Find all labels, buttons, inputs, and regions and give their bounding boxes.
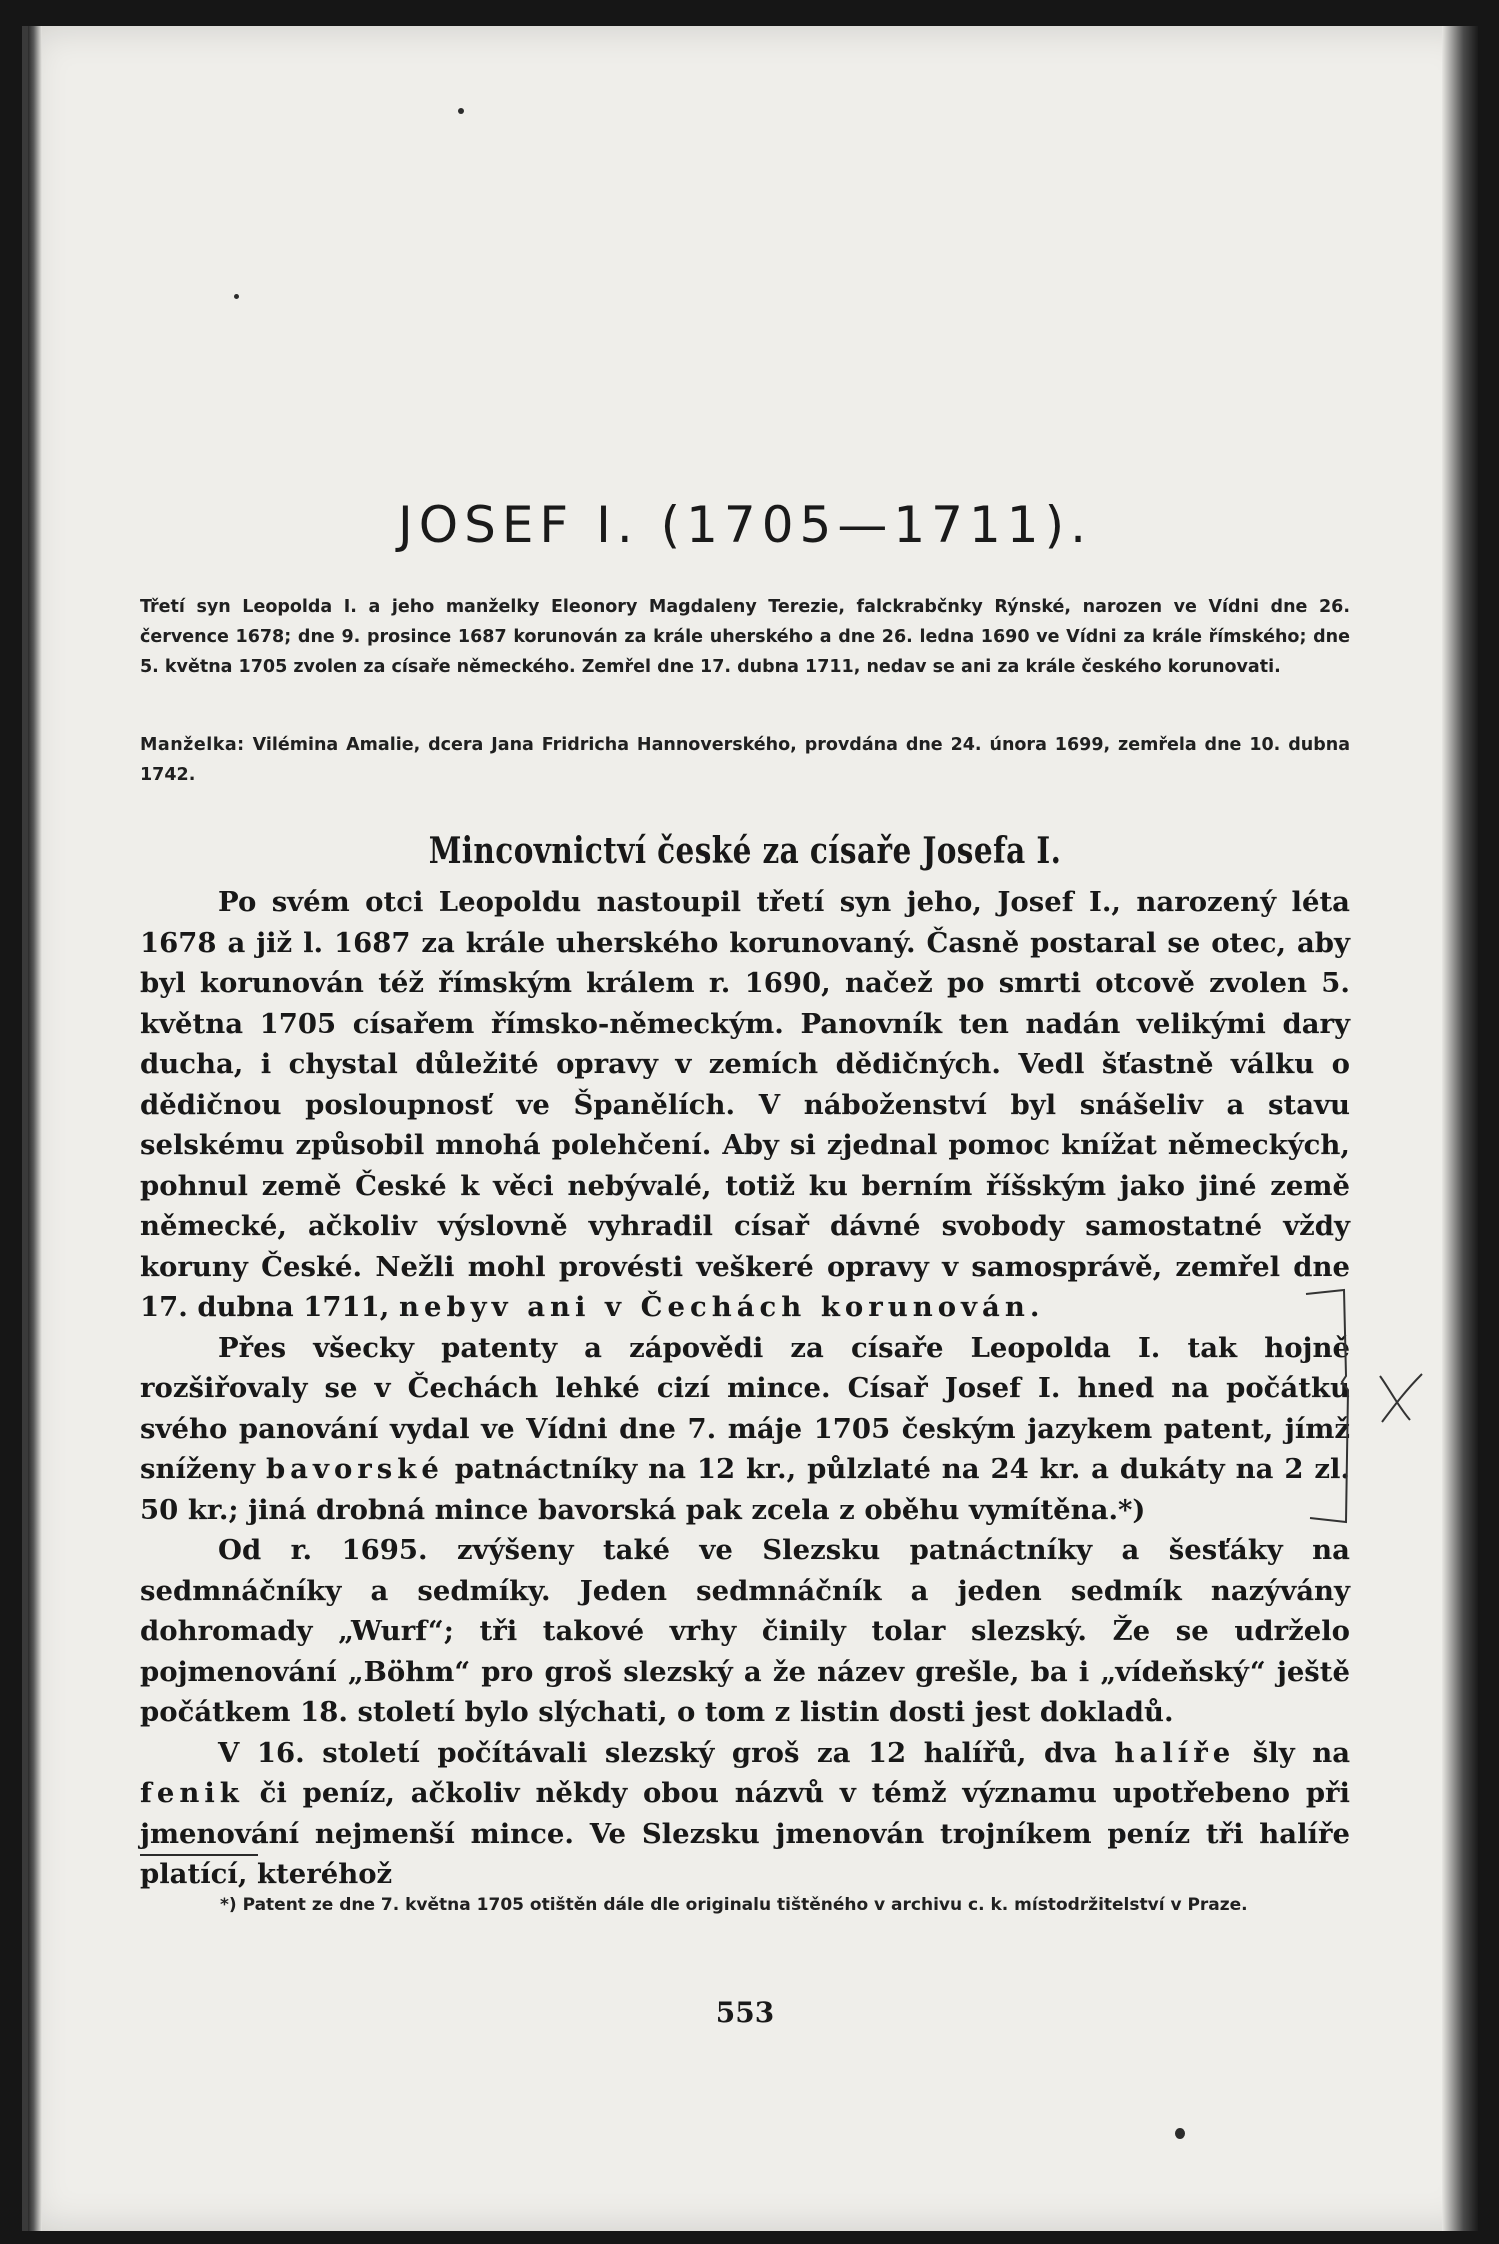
paragraph <box>140 882 1350 1328</box>
dust-speck <box>234 294 239 299</box>
spouse-text: Vilémina Amalie, dcera Jana Fridricha Hannoverského, provdána dne 24. února 1699, zemřela dne 10. dubna 1742. <box>140 735 1351 785</box>
margin-bracket-pencil-mark <box>1304 1286 1364 1526</box>
book-page <box>22 26 1478 2231</box>
spouse-note <box>140 730 1350 790</box>
page-right-edge <box>1442 26 1478 2231</box>
margin-cross-pencil-mark <box>1376 1372 1426 1424</box>
spouse-label: Manželka: <box>140 735 245 755</box>
paragraph-text: Po svém otci Leopoldu nastoupil třetí syn jeho, Josef I., narozený léta 1678 a již l. 1687 za krále uherského korunovaný. Časně postaral se otec, aby byl korunován též římským králem r. 1690, načež po smrti otcově zvolen 5. května 1705 císařem římsko-německým. Panovník ten nadán velikými dary ducha, i chystal důležité opravy v zemích dědičných. Vedl šťastně válku o dědičnou posloupnosť ve Španělích. V náboženství byl snášeliv a stavu selskému způsobil mnohá polehčení. Aby si zjednal pomoc knížat německých, pohnul země České k věci nebývalé, totiž ku berním říšským jako jiné země německé, ačkoliv výslovně vyhradil císař dávné svobody samostatné vždy koruny České. Nežli mohl provésti veškeré opravy v samosprávě, zemřel dne 17. dubna 1711, <box>140 886 1350 1323</box>
page-title: JOSEF I. (1705—1711). <box>397 496 1093 554</box>
body-text <box>140 882 1350 1895</box>
spaced-text: fenik <box>140 1777 244 1809</box>
paragraph-text: patnáctníky na 12 kr., půlzlaté na 24 kr. a dukáty na 2 zl. 50 kr.; jiná drobná mince bavorská pak zcela z oběhu vymítěna.*) <box>140 1453 1351 1526</box>
paragraph <box>140 1328 1350 1531</box>
paragraph-text: šly na <box>1252 1736 1351 1769</box>
paragraph-text: či peníz, ačkoliv někdy obou názvů v témž významu upotřebeno při jmenování nejmenší mince. Ve Slezsku jmenován trojníkem peníz tři halíře platící, kteréhož <box>140 1777 1350 1890</box>
paragraph-text: Přes všecky patenty a zápovědi za císaře Leopolda I. tak hojně rozšiřovaly se v Čechách lehké cizí mince. Císař Josef I. hned na počátku svého panování vydal ve Vídni dne 7. máje 1705 českým jazykem patent, jímž sníženy <box>140 1331 1350 1485</box>
footnote-rule <box>140 1854 258 1856</box>
spaced-text: bavorské <box>265 1453 444 1485</box>
dust-speck <box>458 108 464 114</box>
spaced-text: nebyv ani v Čechách korunován. <box>398 1291 1045 1323</box>
biography-note: Třetí syn Leopolda I. a jeho manželky Eleonory Magdaleny Terezie, falckrabčnky Rýnské, narozen ve Vídni dne 26. července 1678; dne 9. prosince 1687 korunován za krále uherského a dne 26. ledna 1690 ve Vídni za krále římského; dne 5. května 1705 zvolen za císaře německého. Zemřel dne 17. dubna 1711, nedav se ani za krále českého korunovati. <box>140 597 1350 677</box>
page-binding-edge <box>28 26 42 2231</box>
section-heading: Mincovnictví české za císaře Josefa I. <box>428 830 1062 872</box>
paragraph <box>140 1733 1350 1895</box>
footnote: *) Patent ze dne 7. května 1705 otištěn dále dle originalu tištěného v archivu c. k. místodržitelství v Praze. <box>220 1895 1248 1915</box>
spaced-text: halíře <box>1114 1736 1236 1769</box>
paragraph: Od r. 1695. zvýšeny také ve Slezsku patnáctníky a šesťáky na sedmnáčníky a sedmíky. Jeden sedmnáčník a jeden sedmík nazývány dohromady „Wurf“; tři takové vrhy činily tolar slezský. Že se udrželo pojmenování „Böhm“ pro groš slezský a že název grešle, ba i „vídeňský“ ještě počátkem 18. století bylo slýchati, o tom z listin dosti jest dokladů. <box>140 1534 1350 1728</box>
paragraph-text: V 16. století počítávali slezský groš za 12 halířů, dva <box>218 1736 1098 1769</box>
page-number: 553 <box>715 1996 775 2029</box>
dust-speck <box>1175 2128 1185 2139</box>
